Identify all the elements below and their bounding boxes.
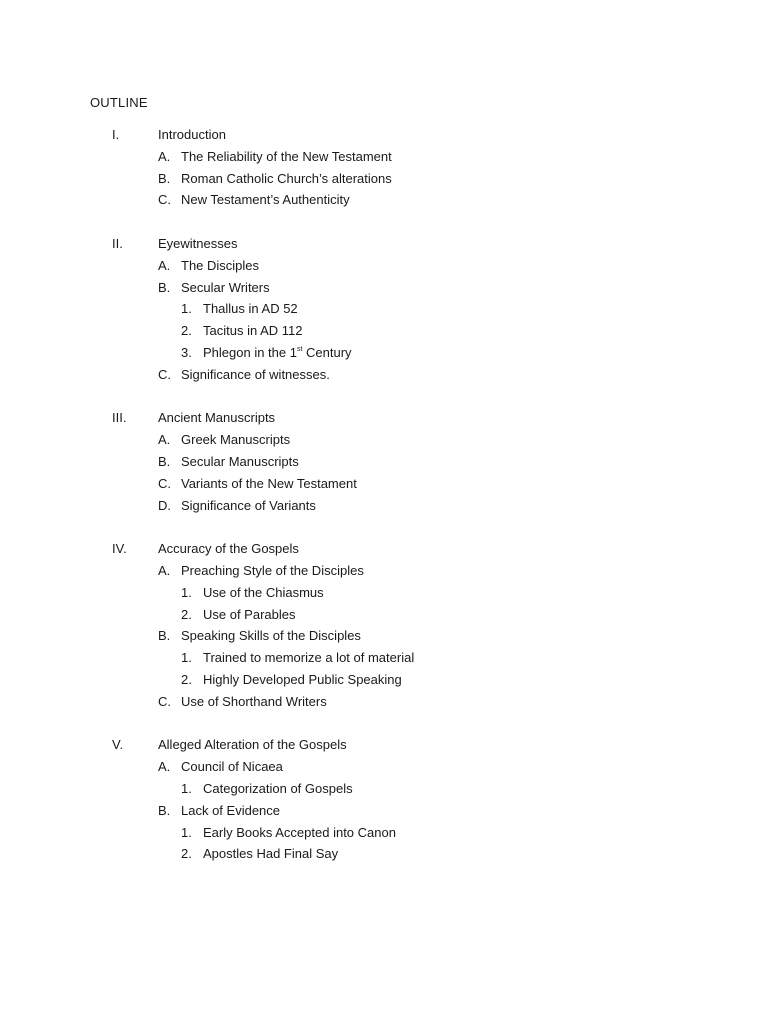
item-text: Council of Nicaea [181,759,283,775]
outline-item [0,759,768,781]
subitem-number: 1. [181,780,192,796]
outline-item [0,258,768,280]
outline-item [0,192,768,214]
subitem-text: Categorization of Gospels [203,780,353,796]
item-letter: B. [158,279,171,295]
section-title: Alleged Alteration of the Gospels [158,737,347,753]
ordinal-superscript: st [296,345,303,353]
item-letter: B. [158,802,171,818]
section-title: Ancient Manuscripts [158,410,276,426]
item-text: Variants of the New Testament [181,475,357,491]
section-heading [0,410,768,432]
item-letter: A. [158,148,171,164]
item-letter: B. [158,170,171,186]
section-heading [0,236,768,258]
outline-subitem [0,585,768,607]
subitem-number: 2. [181,323,192,339]
subitem-number: 2. [181,671,192,687]
item-letter: D. [158,497,171,513]
outline-item [0,476,768,498]
outline-item [0,803,768,825]
outline-item [0,628,768,650]
subitem-text: Apostles Had Final Say [203,846,339,862]
section-numeral: I. [112,127,120,142]
item-text: Preaching Style of the Disciples [181,562,364,578]
item-letter: A. [158,432,171,448]
section-title: Eyewitnesses [158,235,238,251]
outline-subitem [0,323,768,345]
outline-section [0,127,768,214]
item-text: Use of Shorthand Writers [181,693,327,709]
outline-subitem [0,607,768,629]
subitem-number: 1. [181,301,192,317]
item-letter: A. [158,257,171,273]
item-letter: C. [158,475,171,491]
outline-item [0,454,768,476]
item-text: Roman Catholic Church’s alterations [181,170,392,186]
item-text: Speaking Skills of the Disciples [181,628,361,644]
outline-subitem [0,345,768,367]
item-text: Greek Manuscripts [181,432,291,448]
outline-item [0,280,768,302]
outline-item [0,171,768,193]
item-text: New Testament’s Authenticity [181,192,350,208]
outline-section [0,541,768,715]
section-numeral: II. [112,235,123,251]
outline-subitem [0,825,768,847]
outline-item [0,367,768,389]
item-letter: C. [158,366,171,382]
subitem-text: Use of Parables [203,606,296,622]
item-letter: C. [158,192,171,208]
subitem-number: 1. [181,584,192,600]
outline-subitem [0,846,768,868]
section-heading [0,737,768,759]
item-letter: A. [158,759,171,775]
section-title: Accuracy of the Gospels [158,541,299,557]
outline-item [0,694,768,716]
item-letter: C. [158,693,171,709]
subitem-text: Use of the Chiasmus [203,584,324,600]
outline-item [0,149,768,171]
section-numeral: III. [112,410,127,426]
outline-subitem [0,301,768,323]
item-letter: B. [158,453,171,469]
outline-item [0,498,768,520]
outline-subitem [0,781,768,803]
subitem-number: 1. [181,824,192,840]
outline-subitem [0,650,768,672]
item-text: Secular Manuscripts [181,453,299,469]
subitem-text: Tacitus in AD 112 [203,323,303,339]
subitem-number: 3. [181,344,192,360]
section-numeral: V. [112,737,124,753]
outline-section [0,410,768,519]
outline-section [0,737,768,868]
subitem-text: Highly Developed Public Speaking [203,671,402,687]
item-text: Significance of Variants [181,497,316,513]
item-text: Secular Writers [181,279,270,295]
outline-section [0,236,768,389]
subitem-number: 2. [181,606,192,622]
item-text: Significance of witnesses. [181,366,330,382]
outline-item [0,432,768,454]
section-heading [0,127,768,149]
subitem-text [203,345,352,361]
subitem-text: Trained to memorize a lot of material [203,650,415,666]
item-text: The Reliability of the New Testament [181,148,392,164]
subitem-text-rest: Century [302,344,352,360]
subitem-number: 1. [181,650,192,666]
subitem-number: 2. [181,846,192,862]
outline-item [0,563,768,585]
section-numeral: IV. [112,541,127,557]
section-title: Introduction [158,127,226,142]
outline [0,127,768,890]
subitem-text-main: Phlegon in the 1 [203,344,297,360]
document-title: OUTLINE [90,95,148,110]
subitem-text: Thallus in AD 52 [203,301,298,317]
item-letter: A. [158,562,171,578]
item-letter: B. [158,628,171,644]
section-heading [0,541,768,563]
outline-subitem [0,672,768,694]
subitem-text: Early Books Accepted into Canon [203,824,396,840]
item-text: Lack of Evidence [181,802,281,818]
item-text: The Disciples [181,257,260,273]
